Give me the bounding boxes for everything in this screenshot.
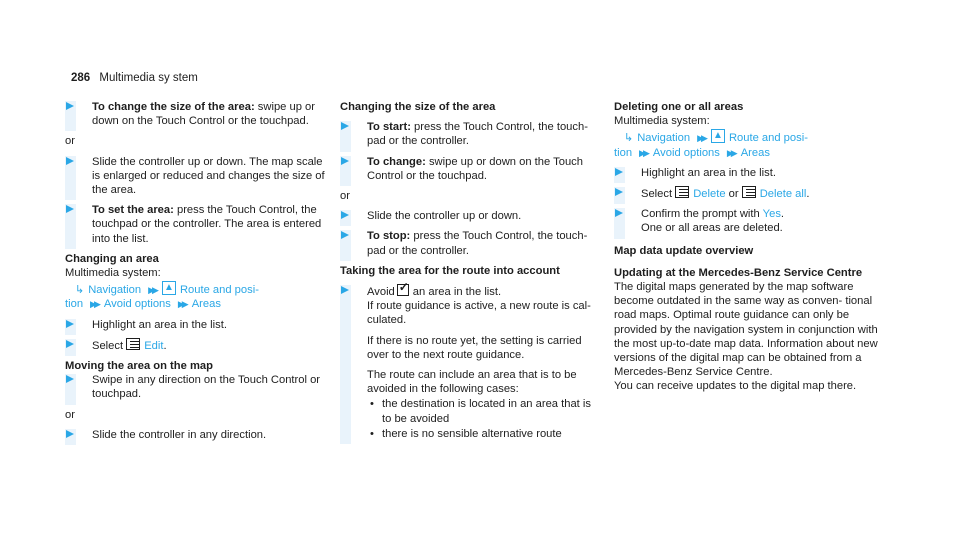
double-chevron-icon: ▶▶	[90, 299, 98, 310]
column-1	[65, 100, 333, 448]
delete-all-option[interactable]: Delete all	[759, 188, 807, 201]
section-heading: Changing an area	[65, 252, 159, 265]
page-header	[71, 72, 198, 84]
body-paragraph: The route can include an area that is to be avoided in the following cases:	[367, 369, 577, 396]
step-item	[340, 229, 602, 257]
column-2	[340, 100, 602, 447]
menu-list-icon	[675, 186, 689, 198]
nav-navigation[interactable]: Navigation	[88, 284, 142, 297]
bullet-text: there is no sensible alternative route	[382, 427, 562, 440]
step-arrow-icon	[341, 211, 349, 219]
return-arrow-icon: ↳	[624, 132, 634, 145]
step-text: Confirm the prompt with	[641, 208, 763, 221]
step-arrow-icon	[66, 340, 74, 348]
step-bold-label: To change:	[367, 155, 426, 168]
page-section-title: Multimedia sy stem	[99, 72, 198, 84]
step-text: press the Touch Control, the touch- pad or the controller.	[367, 230, 588, 257]
menu-path-label: Multimedia system:	[614, 115, 710, 128]
delete-option[interactable]: Delete	[693, 188, 726, 201]
edit-option[interactable]: Edit	[144, 339, 164, 352]
step-text: Slide the controller in any direction.	[92, 428, 267, 441]
step-text: Select	[92, 339, 127, 352]
step-arrow-icon	[615, 209, 623, 217]
step-text: Highlight an area in the list.	[92, 318, 227, 331]
step-item	[65, 318, 333, 332]
nav-areas[interactable]: Areas	[740, 146, 770, 159]
nav-avoid-options[interactable]: Avoid options	[103, 298, 171, 311]
step-bold-label: To set the area:	[92, 204, 174, 217]
step-arrow-icon	[66, 205, 74, 213]
column-3	[614, 100, 894, 394]
yes-option[interactable]: Yes	[762, 208, 781, 221]
double-chevron-icon: ▶▶	[697, 133, 705, 144]
step-bold-label: To change the size of the area:	[92, 101, 255, 113]
step-text: an area in the list.	[412, 286, 502, 299]
section-heading: Changing the size of the area	[340, 101, 496, 113]
bullet-item	[367, 427, 602, 441]
step-text: swipe up or down on the Touch Control or the touchpad.	[92, 101, 315, 128]
step-text: Avoid	[367, 286, 395, 299]
step-arrow-icon	[66, 375, 74, 383]
or-text: or	[65, 408, 75, 421]
section-heading: Updating at the Mercedes-Benz Service Centre	[614, 266, 863, 279]
step-arrow-icon	[66, 320, 74, 328]
section-heading: Deleting one or all areas	[614, 101, 744, 113]
step-arrow-icon	[341, 286, 349, 294]
step-text: Slide the controller up or down.	[367, 210, 522, 223]
route-triangle-icon	[162, 281, 176, 295]
section-heading: Moving the area on the map	[65, 360, 213, 373]
step-item	[340, 284, 602, 441]
nav-avoid-options[interactable]: Avoid options	[652, 146, 720, 159]
step-text: .	[806, 188, 810, 201]
step-text: or	[725, 188, 742, 201]
step-item	[340, 209, 602, 223]
body-paragraph: The digital maps generated by the map software become outdated in the same way as conven- tional road maps. Optimal route guidance can only be provided by the navigation system in conjunction with the most up-to-date map data. Information about new versions of the digital map can be obtained from a Mercedes-Benz Service Centre.	[614, 281, 878, 379]
step-text: If route guidance is active, a new route is cal- culated.	[367, 300, 591, 327]
step-text: Swipe in any direction on the Touch Control or touchpad.	[92, 374, 321, 401]
checkbox-icon	[397, 284, 409, 296]
step-item	[340, 155, 602, 183]
double-chevron-icon: ▶▶	[148, 285, 156, 296]
nav-areas[interactable]: Areas	[191, 298, 221, 311]
step-arrow-icon	[615, 188, 623, 196]
step-bold-label: To stop:	[367, 230, 411, 243]
return-arrow-icon: ↳	[75, 284, 85, 297]
step-arrow-icon	[341, 122, 349, 130]
nav-route-position-cont[interactable]: tion	[614, 146, 633, 159]
menu-path	[65, 281, 333, 311]
nav-route-position-cont[interactable]: tion	[65, 298, 84, 311]
menu-list-icon	[126, 338, 140, 350]
section-heading: Map data update overview	[614, 244, 754, 257]
double-chevron-icon: ▶▶	[726, 147, 735, 158]
step-item	[65, 155, 333, 198]
body-paragraph: If there is no route yet, the setting is carried over to the next route guidance.	[367, 334, 582, 361]
menu-path	[614, 129, 894, 159]
page-number: 286	[71, 72, 91, 84]
step-text: .	[780, 208, 785, 221]
step-item	[65, 373, 333, 401]
or-text: or	[340, 190, 350, 203]
step-arrow-icon	[341, 157, 349, 165]
double-chevron-icon: ▶▶	[639, 147, 647, 158]
step-text: swipe up or down on the Touch Control or the touchpad.	[367, 155, 583, 182]
step-item	[65, 428, 333, 442]
route-triangle-icon	[711, 129, 725, 143]
step-text: Highlight an area in the list.	[641, 166, 776, 179]
step-arrow-icon	[341, 231, 349, 239]
or-text: or	[65, 135, 75, 148]
step-item	[614, 166, 894, 180]
bullet-text: the destination is located in an area that is to be avoided	[382, 398, 591, 425]
step-arrow-icon	[66, 157, 74, 165]
step-arrow-icon	[66, 102, 74, 110]
step-item	[65, 338, 333, 353]
step-bold-label: To start:	[367, 121, 411, 134]
step-item	[340, 120, 602, 148]
step-text: press the Touch Control, the touchpad or the controller. The area is entered into the list.	[92, 204, 322, 245]
step-item	[614, 207, 894, 235]
nav-route-position[interactable]: Route and posi-	[728, 132, 808, 145]
body-paragraph: You can receive updates to the digital map there.	[614, 380, 857, 393]
step-item	[65, 203, 333, 246]
step-text: .	[163, 339, 167, 352]
step-text: One or all areas are deleted.	[641, 222, 783, 235]
step-arrow-icon	[66, 430, 74, 438]
step-text: Select	[641, 188, 676, 201]
step-arrow-icon	[615, 168, 623, 176]
bullet-item	[367, 397, 602, 425]
nav-navigation[interactable]: Navigation	[637, 132, 691, 145]
step-item	[614, 186, 894, 201]
step-text: Slide the controller up or down. The map scale is enlarged or reduced and changes the size of the area.	[92, 155, 325, 197]
step-text: press the Touch Control, the touch- pad or the controller.	[367, 121, 588, 148]
menu-path-label: Multimedia system:	[65, 267, 161, 280]
nav-route-position[interactable]: Route and posi-	[179, 284, 259, 297]
double-chevron-icon: ▶▶	[177, 299, 186, 310]
section-heading: Taking the area for the route into account	[340, 264, 560, 277]
menu-list-icon	[742, 186, 756, 198]
step-item	[65, 100, 333, 128]
